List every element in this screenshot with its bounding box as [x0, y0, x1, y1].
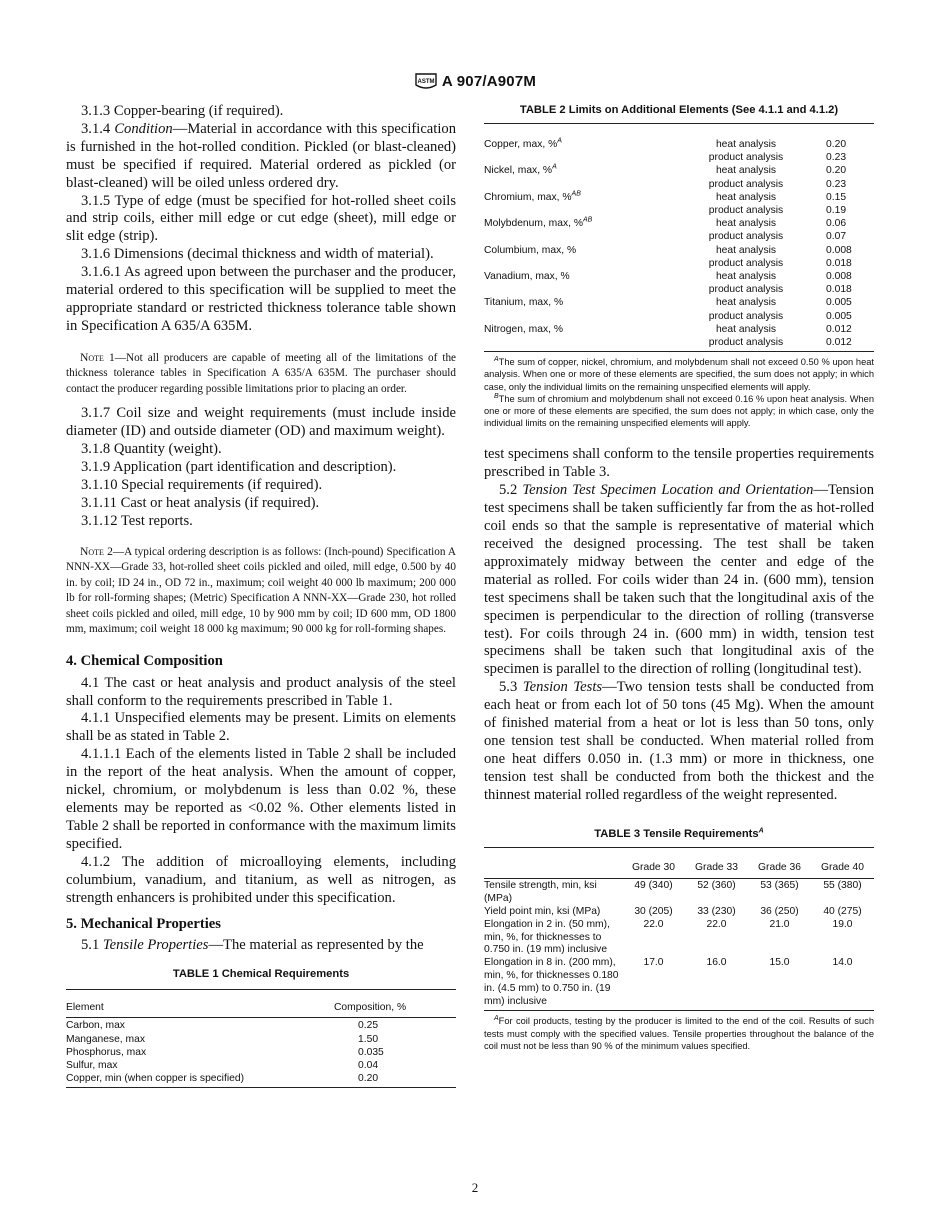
column-header-grade: Grade 40 — [821, 861, 864, 873]
caption-footnote-mark: A — [758, 826, 764, 834]
cell-element — [484, 204, 676, 217]
cell-value: 0.012 — [826, 323, 852, 335]
paragraph-number: 5.2 — [499, 482, 523, 499]
table-header-row — [484, 862, 874, 875]
note-label: Note 1 — [80, 350, 115, 364]
cell-value: 55 (380) — [823, 880, 862, 892]
table-row — [484, 957, 874, 1008]
cell-value: 22.0 — [643, 918, 664, 930]
table-1-body — [66, 1019, 456, 1085]
footnote-mark: AB — [583, 216, 593, 224]
right-column — [484, 103, 874, 1052]
table-3-footnote-a — [484, 1015, 874, 1052]
table-3-caption — [484, 827, 874, 841]
cell-value: 0.23 — [826, 178, 847, 190]
table-2-caption: TABLE 2 Limits on Additional Elements (See 4.1.1 and 4.1.2) — [519, 104, 839, 116]
table-row — [484, 906, 874, 919]
table-3-grid — [484, 862, 874, 875]
table-row — [484, 296, 874, 309]
table-row — [484, 244, 874, 257]
cell-requirement: Tensile strength, min, ksi (MPa) — [484, 880, 597, 905]
cell-value: 21.0 — [769, 918, 790, 930]
cell-value: 16.0 — [706, 957, 727, 969]
cell-element — [484, 230, 676, 243]
cell-element — [484, 191, 676, 204]
cell-value: 22.0 — [706, 918, 727, 930]
section-5-heading: 5. Mechanical Properties — [66, 916, 221, 933]
cell-analysis-type: heat analysis — [715, 323, 777, 335]
cell-value: 0.005 — [826, 297, 852, 309]
astm-logo-text: ASTM — [417, 79, 435, 85]
table-row — [484, 323, 874, 336]
table-row — [66, 1019, 456, 1032]
cell-value: 0.07 — [826, 231, 847, 243]
element-name: Chromium, max, % — [484, 191, 572, 203]
cell-element — [484, 257, 676, 270]
table-1-caption: TABLE 1 Chemical Requirements — [172, 968, 350, 981]
footnote-text: The sum of copper, nickel, chromium, and molybdenum shall not exceed 0.50 % upon heat analysis. When one or more of these elements are specified, the sum does not apply; in which case, only the individual limits on the remaining unspecified elements will apply. — [484, 357, 874, 392]
note-text: —A typical ordering description is as follows: (Inch-pound) Specification A NNN-XX—Grade 33, hot-rolled sheet coils pickled and oiled, mill edge, 0.500 by 40 in. by coil; ID 24 in., OD 72 in., maximum; coil weight 40 000 lb maximum; 200 000 lb for roll-forming shapes; (Metric) Specification A NNN-XX—Grade 230, hot rolled sheet coils pickled and oiled, mill edge, 10 by 900 mm by coil; ID 600 mm, OD 1800 mm, maximum; coil weight 18 000 kg maximum; 90 000 kg for roll-forming shapes. — [66, 545, 456, 636]
paragraph-term: Condition — [114, 120, 173, 137]
footnote-mark: A — [494, 1015, 499, 1023]
cell-element: Copper, min (when copper is specified) — [66, 1073, 244, 1085]
page-header — [0, 70, 950, 92]
cell-element: Manganese, max — [66, 1033, 145, 1045]
cell-analysis-type: product analysis — [708, 152, 784, 164]
table-row — [66, 1033, 456, 1046]
paragraph-term: Tension Tests — [522, 679, 603, 696]
table-row — [484, 204, 874, 217]
cell-requirement: Elongation in 8 in. (200 mm), min, %, for thicknesses 0.180 in. (4.5 mm) to 0.750 in. (19 mm) inclusive — [484, 957, 619, 1007]
note-1 — [66, 350, 456, 398]
paragraph-3-1-6: 3.1.6 Dimensions (decimal thickness and width of material). — [81, 246, 434, 263]
cell-value: 0.005 — [826, 310, 852, 322]
element-name: Vanadium, max, % — [484, 271, 570, 283]
table-2 — [484, 103, 874, 429]
paragraph-5-3 — [484, 679, 874, 804]
paragraph-3-1-9: 3.1.9 Application (part identification and description). — [81, 459, 397, 475]
column-header-grade: Grade 33 — [695, 861, 738, 873]
cell-element — [484, 178, 676, 191]
cell-element — [484, 310, 676, 323]
cell-element — [484, 296, 676, 309]
column-header-composition: Composition, % — [334, 1002, 407, 1014]
cell-element — [484, 151, 676, 164]
footnote-mark: AB — [571, 190, 581, 198]
table-1-grid — [66, 1002, 456, 1013]
cell-value: 33 (230) — [697, 905, 736, 917]
paragraph-3-1-6-1: 3.1.6.1 As agreed upon between the purchaser and the producer, material ordered to this specification will be supplied to meet the appropriate standard or restricted thickness tolerance table shown in Specification A 635/A 635M. — [66, 264, 456, 334]
cell-analysis-type: heat analysis — [715, 139, 777, 150]
table-3-body-grid — [484, 880, 874, 1008]
cell-value: 0.008 — [826, 244, 852, 256]
cell-value: 17.0 — [643, 957, 664, 969]
left-column — [66, 103, 456, 1088]
element-name: Columbium, max, % — [484, 244, 577, 256]
table-row — [484, 230, 874, 243]
cell-requirement: Elongation in 2 in. (50 mm), min, %, for thicknesses to 0.750 in. (19 mm) inclusive — [484, 918, 610, 956]
document-designation: A 907/A907M — [441, 72, 537, 90]
footnote-mark: A — [557, 137, 562, 145]
cell-element — [484, 323, 676, 336]
paragraph-3-1-4 — [66, 121, 456, 193]
paragraph-text: —Tension test specimens shall be taken sufficiently far from the as hot-rolled coil ends so that the sample is representative of material which received the designed processing. The test shall be taken approximately midway between the center and edge of the material as rolled. For coils wider than 24 in. (600 mm), tension test specimens shall be taken such that the longitudinal axis of the specimen is perpendicular to the direction of rolling (transverse test). For coils through 24 in. (600 mm) in width, tension test specimens shall be taken such that longitudinal axis of the specimen is parallel to the direction of rolling (longitudinal test). — [484, 482, 874, 678]
paragraph-number: 5.3 — [499, 679, 523, 696]
cell-analysis-type: product analysis — [708, 231, 784, 243]
caption-text: TABLE 3 Tensile Requirements — [594, 827, 759, 840]
paragraph-3-1-3: 3.1.3 Copper-bearing (if required). — [81, 103, 284, 119]
cell-analysis-type: product analysis — [708, 205, 784, 217]
cell-analysis-type: heat analysis — [715, 165, 777, 177]
table-header-row — [66, 1002, 456, 1013]
cell-element: Carbon, max — [66, 1020, 125, 1032]
cell-element — [484, 283, 676, 296]
paragraph-4-1-1: 4.1.1 Unspecified elements may be present. Limits on elements shall be as stated in Table 2. — [66, 710, 456, 745]
table-row — [484, 880, 874, 906]
table-row — [484, 151, 874, 164]
paragraph-5-2 — [484, 482, 874, 679]
table-row — [484, 336, 874, 349]
paragraph-5-1 — [66, 937, 456, 955]
table-row — [66, 1046, 456, 1059]
paragraph-3-1-10: 3.1.10 Special requirements (if required). — [81, 476, 323, 493]
table-row — [484, 138, 874, 151]
table-row — [484, 283, 874, 296]
table-row — [484, 310, 874, 323]
note-label: Note 2 — [80, 544, 113, 558]
cell-composition: 1.50 — [358, 1033, 379, 1045]
table-row — [484, 257, 874, 270]
cell-value: 15.0 — [769, 957, 790, 969]
cell-value: 0.012 — [826, 337, 852, 349]
cell-element — [484, 244, 676, 257]
cell-value: 53 (365) — [760, 880, 799, 892]
element-name: Nickel, max, % — [484, 165, 553, 177]
paragraph-text: —The material as represented by the — [208, 937, 424, 954]
cell-value: 52 (360) — [697, 880, 736, 892]
cell-composition: 0.25 — [358, 1020, 379, 1032]
cell-value: 0.20 — [826, 139, 847, 150]
cell-element — [484, 270, 676, 283]
cell-analysis-type: product analysis — [708, 310, 784, 322]
footnote-mark: B — [494, 392, 499, 400]
table-1 — [66, 967, 456, 1088]
footnote-mark: A — [552, 163, 557, 171]
cell-element — [484, 164, 676, 177]
cell-value: 14.0 — [832, 957, 853, 969]
element-name: Nitrogen, max, % — [484, 323, 563, 335]
paragraph-4-1-2: 4.1.2 The addition of microalloying elements, including columbium, vanadium, and titanium, as well as nitrogen, as strength enhancers is prohibited under this specification. — [66, 853, 456, 906]
cell-value: 0.008 — [826, 271, 852, 283]
cell-analysis-type: heat analysis — [715, 244, 777, 256]
footnote-text: The sum of chromium and molybdenum shall not exceed 0.16 % upon heat analysis. When one or more of these elements are specified, the sum does not apply; in which case, only the individual limits on the remaining unspecified elements will apply. — [484, 393, 874, 429]
cell-element — [484, 217, 676, 230]
cell-analysis-type: product analysis — [708, 257, 784, 269]
table-row — [484, 178, 874, 191]
paragraph-3-1-12: 3.1.12 Test reports. — [81, 512, 193, 529]
table-row — [484, 164, 874, 177]
table-row — [66, 1072, 456, 1085]
cell-value: 0.06 — [826, 218, 847, 230]
paragraph-3-1-7: 3.1.7 Coil size and weight requirements (must include inside diameter (ID) and outside diameter (OD) and maximum weight). — [66, 405, 456, 440]
table-row — [66, 1059, 456, 1072]
note-text: —Not all producers are capable of meeting all of the limitations of the thickness tolerance tables in Specification A 635/A 635M. The purchaser should contact the producer regarding possible limitations prior to placing an order. — [66, 351, 456, 395]
table-3-body — [484, 880, 874, 1008]
cell-element: Phosphorus, max — [66, 1046, 147, 1058]
table-row — [484, 191, 874, 204]
element-name: Titanium, max, % — [484, 297, 564, 309]
cell-analysis-type: heat analysis — [715, 271, 777, 283]
cell-analysis-type: heat analysis — [715, 218, 777, 230]
element-name: Molybdenum, max, % — [484, 218, 584, 230]
paragraph-number: 3.1.4 — [81, 120, 115, 137]
column-header-element: Element — [66, 1002, 104, 1014]
page-number: 2 — [471, 1180, 479, 1195]
cell-composition: 0.20 — [358, 1073, 379, 1085]
cell-analysis-type: heat analysis — [715, 297, 777, 309]
table-row — [484, 919, 874, 957]
cell-value: 36 (250) — [760, 905, 799, 917]
table-row — [484, 270, 874, 283]
table-2-footnote-a — [484, 356, 874, 393]
paragraph-3-1-8: 3.1.8 Quantity (weight). — [81, 441, 222, 458]
paragraph-number: 5.1 — [81, 937, 103, 954]
table-row — [484, 217, 874, 230]
paragraph-text: —Two tension tests shall be conducted from each heat or from each lot of 50 tons (45 Mg). When the amount of finished material from a heat or lot is less than 50 tons, only one tension test shall be conducted. When material rolled from one heat differs 0.050 in. (1.3 mm) or more in thickness, one tension test shall be conducted from both the thickest and the thinnest material rolled regardless of the weight represented. — [484, 679, 875, 803]
paragraph-term: Tension Test Specimen Location and Orientation — [522, 482, 814, 499]
cell-analysis-type: product analysis — [708, 337, 784, 349]
cell-analysis-type: heat analysis — [715, 191, 777, 203]
column-header-grade: Grade 36 — [758, 861, 801, 873]
paragraph-3-1-5: 3.1.5 Type of edge (must be specified for hot-rolled sheet coils and strip coils, either mill edge or cut edge (sheet), mill edge or slit edge (strip). — [66, 192, 456, 245]
column-header-grade: Grade 30 — [632, 861, 675, 873]
table-2-body — [484, 138, 874, 349]
paragraph-3-1-11: 3.1.11 Cast or heat analysis (if required). — [81, 494, 320, 511]
table-3 — [484, 827, 874, 1052]
cell-value: 49 (340) — [634, 880, 673, 892]
note-2 — [66, 544, 456, 638]
paragraph-5-1-continued: test specimens shall conform to the tensile properties requirements prescribed in Table 3. — [484, 446, 874, 481]
cell-value: 0.15 — [826, 191, 847, 203]
paragraph-4-1: 4.1 The cast or heat analysis and product analysis of the steel shall conform to the requirements prescribed in Table 1. — [66, 674, 456, 709]
cell-element — [484, 138, 676, 151]
cell-analysis-type: product analysis — [708, 178, 784, 190]
cell-value: 0.20 — [826, 165, 847, 177]
cell-value: 0.018 — [826, 257, 852, 269]
section-4-heading: 4. Chemical Composition — [66, 652, 223, 669]
cell-value: 0.018 — [826, 284, 852, 296]
cell-value: 19.0 — [832, 918, 853, 930]
element-name: Copper, max, % — [484, 139, 558, 150]
cell-value: 40 (275) — [823, 905, 862, 917]
cell-element — [484, 336, 676, 349]
astm-logo-icon — [414, 71, 438, 91]
paragraph-4-1-1-1: 4.1.1.1 Each of the elements listed in Table 2 shall be included in the report of the heat analysis. When the amount of copper, nickel, chromium, or molybdenum is less than 0.02 %, these elements may be reported as <0.02 %. Other elements listed in Table 2 shall be reported in conformance with the maximum limits specified. — [66, 746, 456, 852]
cell-value: 0.23 — [826, 152, 847, 164]
cell-requirement: Yield point min, ksi (MPa) — [484, 905, 601, 917]
cell-value: 0.19 — [826, 205, 847, 217]
cell-composition: 0.04 — [358, 1059, 379, 1071]
cell-element: Sulfur, max — [66, 1059, 118, 1071]
paragraph-text: —Material in accordance with this specification is furnished in the hot-rolled condition. Pickled (or blast-cleaned) must be specified if required. Material ordered as pickled (or blast-cleaned) will be oiled unless ordered dry. — [66, 120, 456, 191]
footnote-text: For coil products, testing by the producer is limited to the end of the coil. Results of such tests must comply with the specified values. Tensile properties throughout the balance of the coil must not be less than 90 % of the minimum values specified. — [484, 1016, 874, 1051]
footnote-mark: A — [494, 356, 499, 364]
cell-value: 30 (205) — [634, 905, 673, 917]
paragraph-term: Tensile Properties — [102, 937, 209, 954]
table-2-footnote-b — [484, 393, 874, 430]
cell-analysis-type: product analysis — [708, 284, 784, 296]
cell-composition: 0.035 — [358, 1046, 384, 1058]
